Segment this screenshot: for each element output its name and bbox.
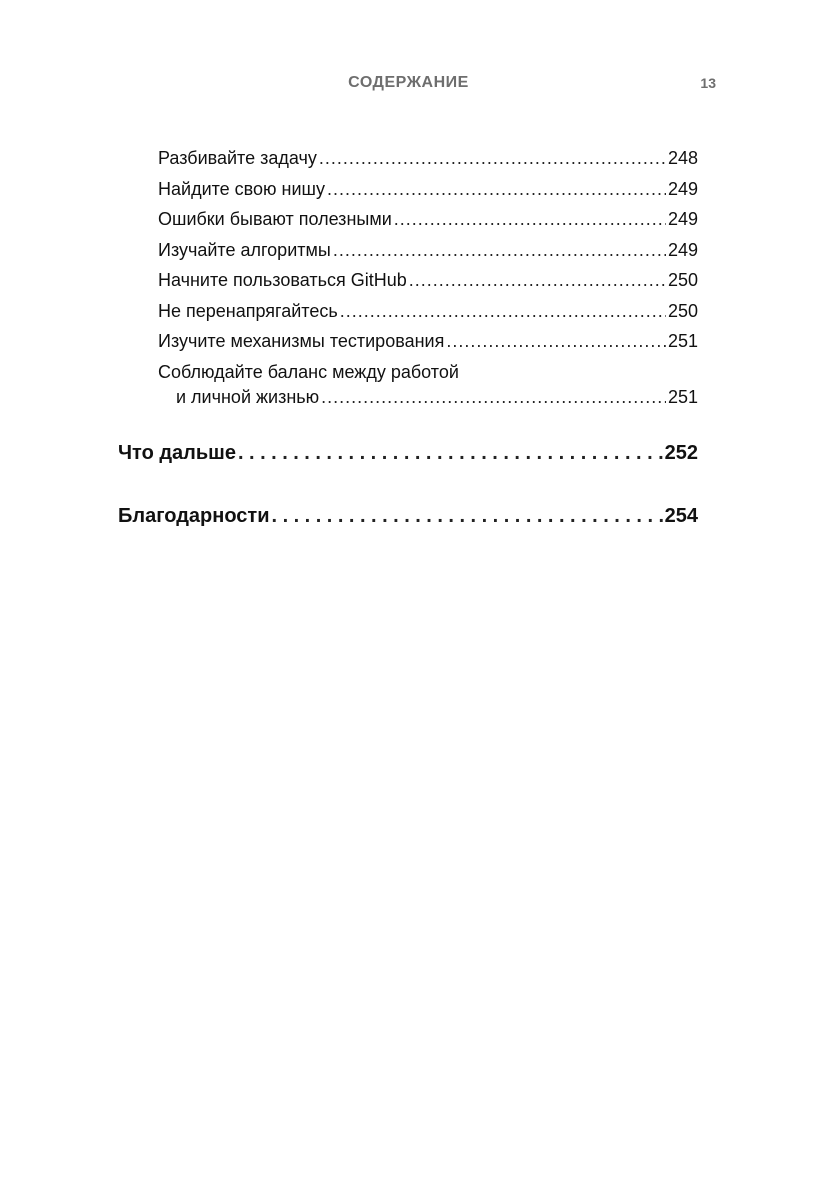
toc-entry-title: Начните пользоваться GitHub: [158, 270, 407, 290]
dot-leader: [327, 174, 666, 205]
toc-chapter-entry[interactable]: [118, 438, 698, 468]
toc-entry-page: 250: [667, 300, 698, 321]
toc-entry-title: Разбивайте задачу: [158, 148, 317, 168]
toc-entry-title: Изучайте алгоритмы: [158, 239, 331, 260]
page-number: 13: [700, 75, 716, 91]
toc-entry[interactable]: [158, 326, 698, 357]
dot-leader: [272, 501, 663, 531]
dot-leader: [409, 265, 666, 296]
toc-entry[interactable]: [158, 174, 698, 205]
dot-leader: [321, 385, 666, 410]
toc-entry-title: Не перенапрягайтесь: [158, 300, 338, 321]
toc-entry[interactable]: [158, 235, 698, 266]
toc-entry-title-line2: и личной жизнью: [176, 386, 320, 407]
toc-entry-line2: [158, 385, 698, 410]
toc-chapter-title: Благодарности: [118, 504, 270, 527]
toc-entry-page: 251: [667, 386, 698, 407]
toc-entry-page: 249: [667, 178, 698, 199]
toc-chapter-page: 252: [664, 441, 698, 464]
toc-entry[interactable]: [158, 143, 698, 174]
toc-entry-page: 249: [667, 239, 698, 260]
toc-entry-title: Ошибки бывают полезными: [158, 209, 392, 229]
running-title: СОДЕРЖАНИЕ: [348, 74, 469, 91]
toc-entry-title: Изучите механизмы тестирования: [158, 331, 445, 351]
toc-entry-multiline[interactable]: [158, 360, 698, 410]
toc-entry-page: 250: [667, 270, 698, 290]
toc-chapter-entry[interactable]: [118, 501, 698, 531]
toc-entry-page: 251: [667, 331, 698, 351]
toc-chapter-page: 254: [664, 504, 698, 527]
table-of-contents: [118, 143, 698, 531]
toc-entry[interactable]: [158, 265, 698, 296]
toc-entry[interactable]: [158, 204, 698, 235]
dot-leader: [446, 326, 666, 357]
toc-chapter-title: Что дальше: [118, 441, 236, 464]
dot-leader: [333, 235, 666, 266]
toc-entry-title-line1: Соблюдайте баланс между работой: [158, 361, 459, 382]
dot-leader: [340, 296, 666, 327]
dot-leader: [394, 204, 666, 235]
toc-entry-title: Найдите свою нишу: [158, 178, 325, 199]
toc-entry-page: 248: [667, 148, 698, 168]
dot-leader: [319, 143, 666, 174]
toc-entry-page: 249: [667, 209, 698, 229]
running-head: [0, 74, 817, 96]
toc-entry[interactable]: [158, 296, 698, 327]
dot-leader: [238, 438, 663, 468]
